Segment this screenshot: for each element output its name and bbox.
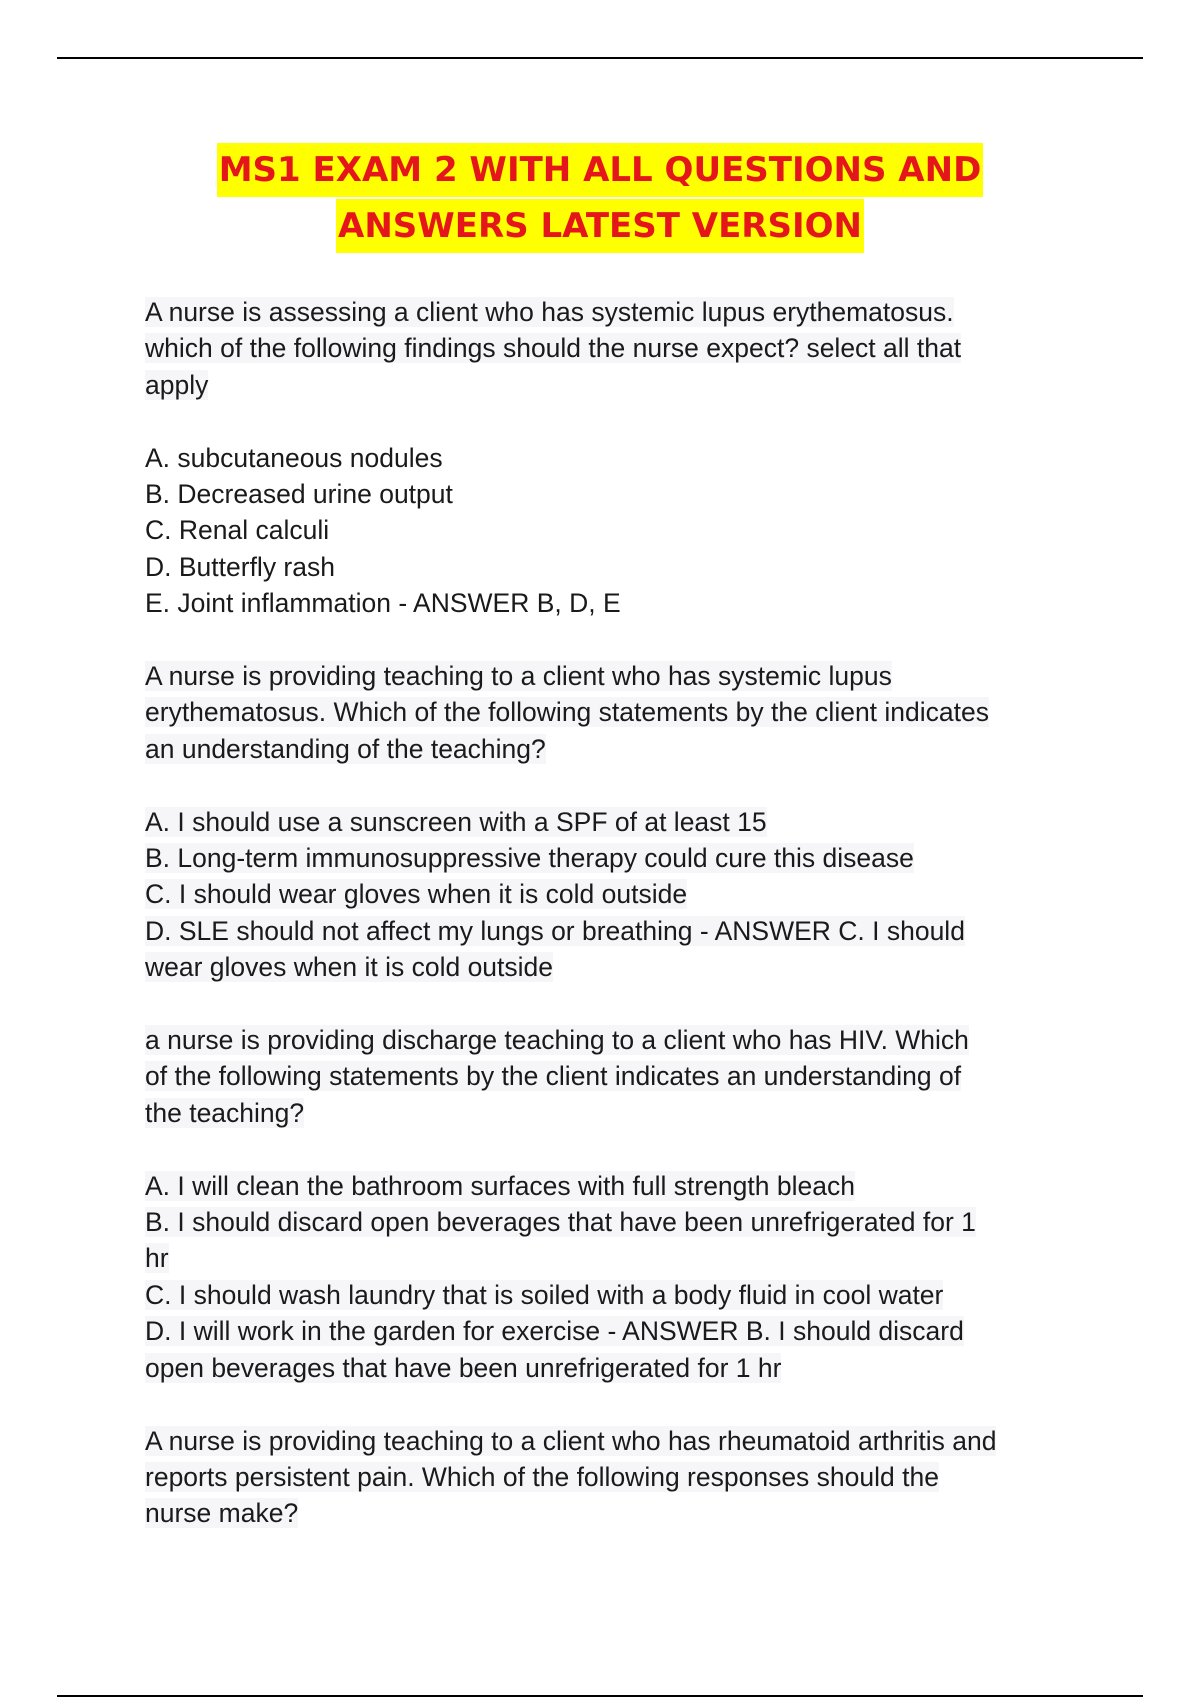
question-1-stem (145, 294, 1085, 403)
option-line: A. I should use a sunscreen with a SPF of at least 15 (145, 806, 767, 837)
stem-line: A nurse is providing teaching to a client who has systemic lupus (145, 661, 892, 692)
option-line: C. Renal calculi (145, 515, 330, 546)
stem-line: of the following statements by the client indicates an understanding of (145, 1061, 962, 1092)
stem-line: A nurse is providing teaching to a client who has rheumatoid arthritis and (145, 1425, 997, 1456)
stem-line: a nurse is providing discharge teaching to a client who has HIV. Which (145, 1025, 969, 1056)
question-list (145, 294, 1085, 1568)
option-line: D. Butterfly rash (145, 551, 335, 582)
question-2-options (145, 804, 1085, 986)
option-line-answer: D. I will work in the garden for exercise - ANSWER B. I should discard (145, 1316, 964, 1347)
option-line-answer: D. SLE should not affect my lungs or breathing - ANSWER C. I should (145, 915, 965, 946)
option-line: B. Long-term immunosuppressive therapy could cure this disease (145, 843, 914, 874)
stem-line: apply (145, 369, 209, 400)
option-line-answer: E. Joint inflammation - ANSWER B, D, E (145, 588, 621, 619)
option-line: C. I should wear gloves when it is cold outside (145, 879, 688, 910)
option-line-answer: wear gloves when it is cold outside (145, 952, 554, 983)
stem-line: erythematosus. Which of the following statements by the client indicates (145, 697, 990, 728)
document-title (0, 143, 1200, 253)
question-2-stem (145, 658, 1085, 767)
question-1-options (145, 440, 1085, 622)
stem-line: reports persistent pain. Which of the following responses should the (145, 1461, 939, 1492)
stem-line: the teaching? (145, 1097, 305, 1128)
option-line: hr (145, 1243, 169, 1274)
option-line: B. I should discard open beverages that have been unrefrigerated for 1 (145, 1207, 976, 1238)
option-line-answer: open beverages that have been unrefrigerated for 1 hr (145, 1352, 782, 1383)
question-4-stem (145, 1423, 1085, 1532)
stem-line: nurse make? (145, 1498, 299, 1529)
option-line: A. subcutaneous nodules (145, 442, 443, 473)
stem-line: which of the following findings should the nurse expect? select all that (145, 333, 962, 364)
title-line-1: MS1 EXAM 2 WITH ALL QUESTIONS AND (217, 143, 984, 197)
question-3-stem (145, 1022, 1085, 1131)
bottom-rule (57, 1695, 1143, 1697)
stem-line: an understanding of the teaching? (145, 733, 546, 764)
option-line: C. I should wash laundry that is soiled with a body fluid in cool water (145, 1279, 944, 1310)
top-rule (57, 57, 1143, 59)
question-3-options (145, 1168, 1085, 1386)
option-line: B. Decreased urine output (145, 479, 453, 510)
stem-line: A nurse is assessing a client who has systemic lupus erythematosus. (145, 297, 954, 327)
option-line: A. I will clean the bathroom surfaces with full strength bleach (145, 1170, 855, 1201)
title-line-2: ANSWERS LATEST VERSION (336, 199, 864, 253)
